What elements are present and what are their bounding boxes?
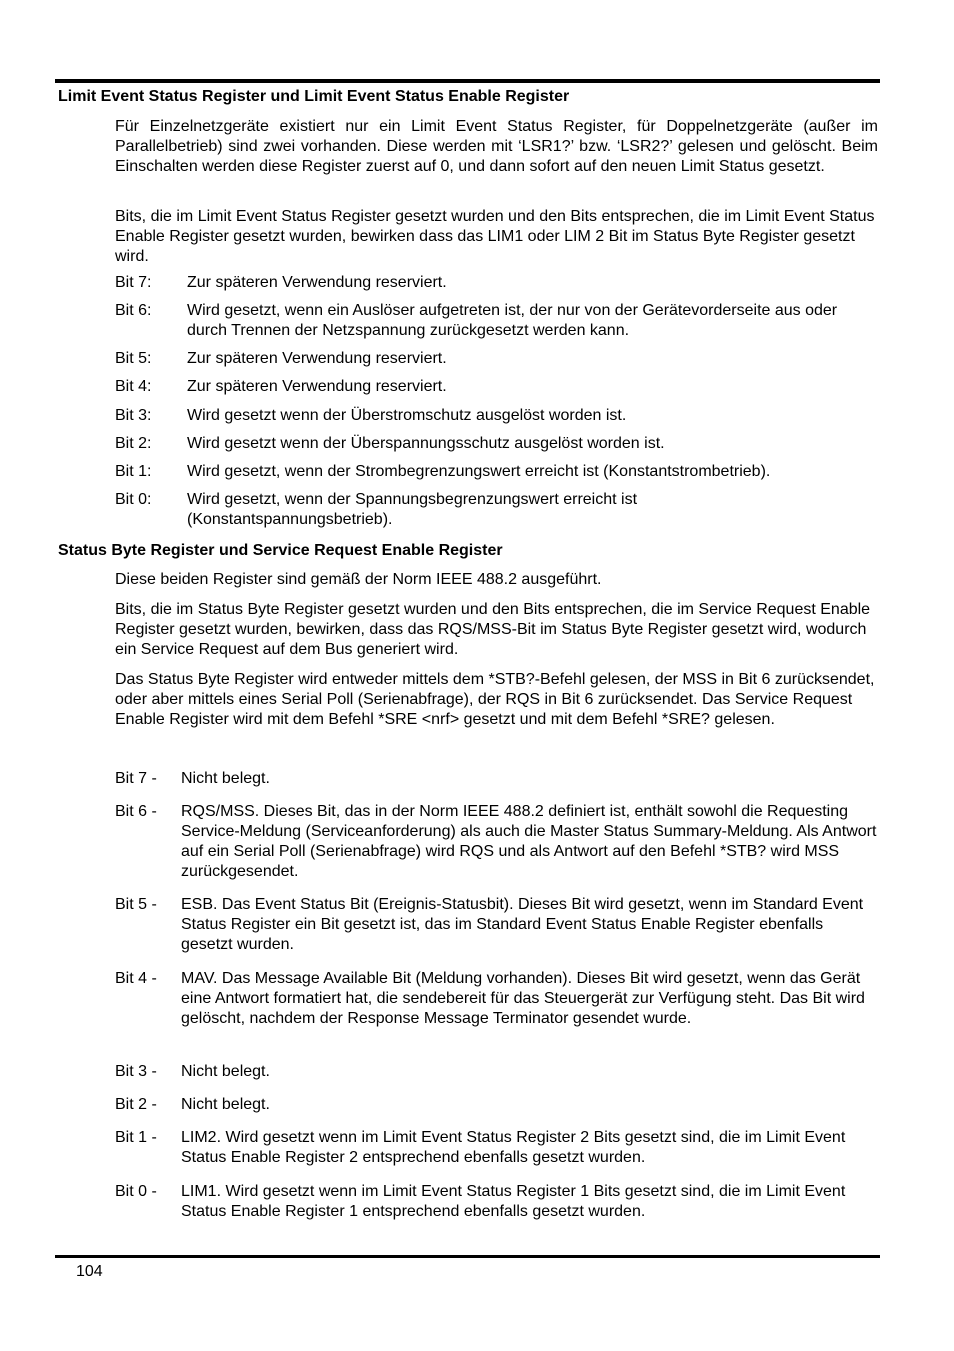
bit-label: Bit 1: (115, 463, 152, 480)
bit-description: MAV. Das Message Available Bit (Meldung vorhanden). Dieses Bit wird gesetzt, wenn das Gerät eine Antwort formatiert hat, die sendebereit für das Steuergerät zur Verfügung steht. Das Bit wird gelöscht, nachdem der Response Message Terminator gesendet wurde. (181, 970, 865, 1027)
list-item (115, 1128, 878, 1168)
bit-description: LIM1. Wird gesetzt wenn im Limit Event Status Register 1 Bits gesetzt sind, die im Limit Event Status Enable Register 1 entsprechend ebenfalls gesetzt wurden. (181, 1183, 846, 1220)
bit-description: Nicht belegt. (181, 770, 270, 787)
bit-label: Bit 3 - (115, 1063, 157, 1080)
list-item (115, 1182, 878, 1222)
bottom-rule (55, 1255, 880, 1258)
list-item (115, 769, 878, 789)
bit-description: Zur späteren Verwendung reserviert. (187, 274, 447, 291)
bit-description: Zur späteren Verwendung reserviert. (187, 378, 447, 395)
bit-description: LIM2. Wird gesetzt wenn im Limit Event Status Register 2 Bits gesetzt sind, die im Limit Event Status Enable Register 2 entsprechend ebenfalls gesetzt wurden. (181, 1129, 846, 1166)
bit-label: Bit 1 - (115, 1129, 157, 1146)
paragraph-limit-bits: Bits, die im Limit Event Status Register gesetzt wurden und den Bits entsprechen, die im Limit Event Status Enable Register gesetzt wurden, bewirken dass das LIM1 oder LIM 2 Bit im Status Byte Register gesetzt wird. (115, 208, 875, 265)
list-item (115, 490, 878, 530)
bit-description: RQS/MSS. Dieses Bit, das in der Norm IEEE 488.2 definiert ist, enthält sowohl die Requesting Service-Meldung (Serviceanforderung) als auch die Master Status Summary-Meldung. Als Antwort auf ein Serial Poll (Serienabfrage) wird RQS und als Antwort auf den Befehl *STB? wird MSS zurückgesendet. (181, 803, 877, 880)
bit-label: Bit 5 - (115, 896, 157, 913)
bit-label: Bit 6 - (115, 803, 157, 820)
bit-label: Bit 4: (115, 378, 152, 395)
bit-description: ESB. Das Event Status Bit (Ereignis-Statusbit). Dieses Bit wird gesetzt, wenn im Standard Event Status Register ein Bit gesetzt ist, das im Standard Event Status Enable Register ebenfalls gesetzt wurden. (181, 896, 864, 953)
section-heading-status-byte: Status Byte Register und Service Request Enable Register (58, 542, 503, 559)
bit-label: Bit 2 - (115, 1096, 157, 1113)
paragraph-status-intro: Diese beiden Register sind gemäß der Norm IEEE 488.2 ausgeführt. (115, 571, 602, 588)
list-item (115, 273, 878, 293)
bit-description: Nicht belegt. (181, 1096, 270, 1113)
section-heading-limit-event: Limit Event Status Register und Limit Event Status Enable Register (58, 88, 570, 105)
list-item (115, 969, 878, 1029)
bit-description: Wird gesetzt, wenn der Strombegrenzungswert erreicht ist (Konstantstrombetrieb). (187, 463, 771, 480)
list-item (115, 406, 878, 426)
bit-description: Wird gesetzt, wenn ein Auslöser aufgetreten ist, der nur von der Gerätevorderseite aus oder durch Trennen der Netzspannung zurückgesetzt werden kann. (187, 302, 838, 339)
list-item (115, 1062, 878, 1082)
list-item (115, 895, 878, 955)
list-item (115, 377, 878, 397)
bit-description: Nicht belegt. (181, 1063, 270, 1080)
list-item (115, 802, 878, 882)
list-item (115, 462, 878, 482)
bit-label: Bit 7 - (115, 770, 157, 787)
bit-description: Wird gesetzt wenn der Überstromschutz ausgelöst worden ist. (187, 407, 627, 424)
bit-label: Bit 3: (115, 407, 152, 424)
paragraph-limit-intro: Für Einzelnetzgeräte existiert nur ein Limit Event Status Register, für Doppelnetzgeräte (außer im Parallelbetrieb) sind zwei vorhanden. Diese werden mit ‘LSR1?’ bzw. ‘LSR2?’ gelesen und gelöscht. Beim Einschalten werden diese Register zuerst auf 0, und dann sofort auf den neuen Limit Status gesetzt. (115, 118, 878, 175)
bit-description: Wird gesetzt, wenn der Spannungsbegrenzungswert erreicht ist (Konstantspannungsbetrieb). (187, 491, 638, 528)
bit-description: Wird gesetzt wenn der Überspannungsschutz ausgelöst worden ist. (187, 435, 665, 452)
bit-label: Bit 2: (115, 435, 152, 452)
list-item (115, 301, 878, 341)
bit-label: Bit 5: (115, 350, 152, 367)
list-item (115, 349, 878, 369)
bit-label: Bit 7: (115, 274, 152, 291)
bit-label: Bit 6: (115, 302, 152, 319)
bit-label: Bit 4 - (115, 970, 157, 987)
bit-label: Bit 0: (115, 491, 152, 508)
bit-description: Zur späteren Verwendung reserviert. (187, 350, 447, 367)
list-item (115, 434, 878, 454)
page-number: 104 (76, 1263, 103, 1280)
bit-label: Bit 0 - (115, 1183, 157, 1200)
top-rule (55, 79, 880, 83)
paragraph-status-bits: Bits, die im Status Byte Register gesetzt wurden und den Bits entsprechen, die im Service Request Enable Register gesetzt wurden, bewirken, dass das RQS/MSS-Bit im Status Byte Register gesetzt wird, wodurch ein Service Request auf dem Bus generiert wird. (115, 601, 871, 658)
list-item (115, 1095, 878, 1115)
paragraph-status-read: Das Status Byte Register wird entweder mittels dem *STB?-Befehl gelesen, der MSS in Bit 6 zurücksendet, oder aber mittels eines Serial Poll (Serienabfrage), der RQS in Bit 6 zurücksendet. Das Service Request Enable Register wird mit dem Befehl *SRE <nrf> gesetzt und mit dem Befehl *SRE? gelesen. (115, 671, 875, 728)
